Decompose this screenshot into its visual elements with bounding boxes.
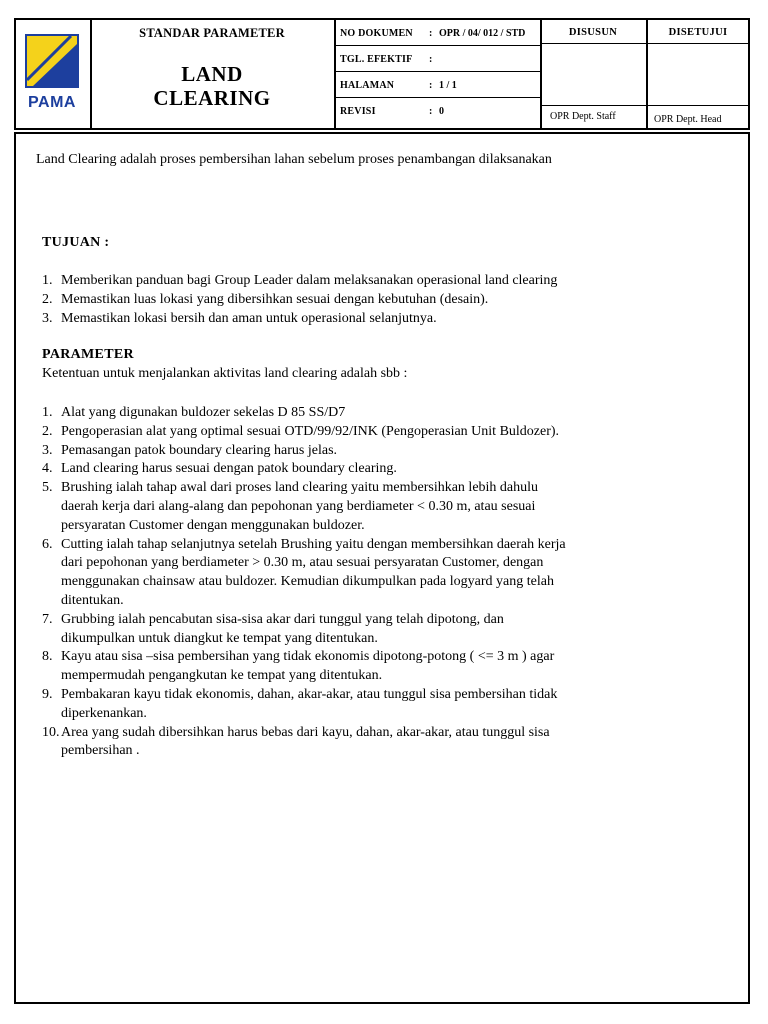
disusun-role [540,105,646,128]
disetujui-cell [648,20,748,128]
document-meta [334,20,542,128]
parameter-intro: Ketentuan untuk menjalankan aktivitas land clearing adalah sbb : [42,366,408,381]
list-item-number: 9. [42,686,53,702]
document-header [14,18,750,130]
parameter-heading: PARAMETER [42,347,134,362]
list-item-text: Memastikan luas lokasi yang dibersihkan sesuai dengan kebutuhan (desain). [61,291,489,307]
list-item-text: Pembakaran kayu tidak ekonomis, dahan, akar-akar, atau tunggul sisa pembersihan tidak [61,686,558,702]
list-item-text: Pengoperasian alat yang optimal sesuai OTD/99/92/INK (Pengoperasian Unit Buldozer). [61,423,560,439]
logo-text: PAMA [28,94,76,111]
list-item-text: Kayu atau sisa –sisa pembersihan yang tidak ekonomis dipotong-potong ( <= 3 m ) agar [61,649,555,665]
disusun-by: OPR Dept. Staff [550,111,616,122]
list-item-text: menggunakan chainsaw atau buldozer. Kemudian dikumpulkan pada logyard yang telah [61,574,554,590]
list-item [42,611,702,649]
list-item-number: 3. [42,442,53,458]
meta-row-tgl-efektif [334,46,540,72]
list-item-text: pembersihan . [61,743,140,759]
meta-row-revisi [334,98,540,124]
document-title [90,62,334,110]
list-item-text: dikumpulkan untuk diangkut ke tempat yang ditentukan. [61,630,378,646]
list-item-number: 5. [42,480,53,496]
list-item-number: 6. [42,536,53,552]
list-item-text: diperkenankan. [61,705,147,721]
list-item-text: Alat yang digunakan buldozer sekelas D 85 SS/D7 [61,405,346,420]
list-item-number: 7. [42,611,53,627]
list-item-text: Memberikan panduan bagi Group Leader dalam melaksanakan operasional land clearing [61,273,558,288]
disetujui-by: OPR Dept. Head [654,114,722,125]
list-item-text: Pemasangan patok boundary clearing harus jelas. [61,442,338,458]
tujuan-heading: TUJUAN : [42,235,110,250]
disetujui-label: DISETUJUI [648,20,748,44]
list-item-text: Cutting ialah tahap selanjutnya setelah Brushing yaitu dengan membersihkan daerah kerja [61,536,566,552]
parameter-list [42,404,702,761]
title-cell [90,20,336,128]
list-item [42,272,702,291]
meta-label: HALAMAN [340,80,395,91]
list-item [42,648,702,686]
meta-colon: : [429,80,433,91]
meta-label: NO DOKUMEN [340,28,413,39]
meta-value: OPR / 04/ 012 / STD [439,28,526,39]
list-item [42,686,702,724]
list-item-number: 3. [42,310,53,326]
disusun-label: DISUSUN [540,20,646,44]
disusun-cell [540,20,648,128]
list-item [42,460,702,479]
list-item [42,291,702,310]
list-item [42,404,702,423]
list-item [42,423,702,442]
meta-colon: : [429,106,433,117]
logo-cell [16,20,92,128]
list-item-text: mempermudah pengangkutan ke tempat yang ditentukan. [61,668,383,684]
logo-mark-icon [25,34,79,88]
meta-label: REVISI [340,106,376,117]
list-item-text: Land clearing harus sesuai dengan patok boundary clearing. [61,461,397,477]
list-item-text: Memastikan lokasi bersih dan aman untuk operasional selanjutnya. [61,310,437,326]
title-line-2: CLEARING [153,86,271,110]
title-line-1: LAND [181,62,243,86]
disetujui-role [648,105,748,128]
list-item-text: persyaratan Customer dengan menggunakan buldozer. [61,517,365,533]
meta-colon: : [429,28,433,39]
list-item-number: 2. [42,291,53,307]
meta-label: TGL. EFEKTIF [340,54,413,65]
list-item [42,442,702,461]
company-logo [25,34,79,110]
list-item-text: Brushing ialah tahap awal dari proses land clearing yaitu membersihkan lebih dahulu [61,480,539,496]
list-item-number: 1. [42,405,53,420]
intro-paragraph: Land Clearing adalah proses pembersihan lahan sebelum proses penambangan dilaksanakan [36,152,552,167]
list-item [42,310,702,329]
list-item-text: ditentukan. [61,592,124,608]
list-item [42,724,702,762]
list-item-text: Area yang sudah dibersihkan harus bebas dari kayu, dahan, akar-akar, atau tunggul sisa [61,724,550,740]
tujuan-list [42,272,702,328]
meta-value: 1 / 1 [439,80,457,91]
list-item [42,536,702,611]
list-item-number: 1. [42,273,53,288]
list-item-text: dari pepohonan yang berdiameter > 0.30 m, atau sesuai persyaratan Customer, dengan [61,555,544,571]
list-item-text: Grubbing ialah pencabutan sisa-sisa akar dari tunggul yang telah dipotong, dan [61,611,504,627]
standard-label: STANDAR PARAMETER [139,26,285,40]
list-item-text: daerah kerja dari alang-alang dan pepohonan yang berdiameter < 0.30 m, atau sesuai [61,498,536,514]
list-item [42,479,702,535]
meta-colon: : [429,54,433,65]
meta-row-halaman [334,72,540,98]
list-item-number: 4. [42,461,53,477]
list-item-number: 10. [42,724,60,740]
meta-value: 0 [439,106,444,117]
list-item-number: 2. [42,423,53,439]
meta-row-no-dokumen [334,20,540,46]
list-item-number: 8. [42,649,53,665]
